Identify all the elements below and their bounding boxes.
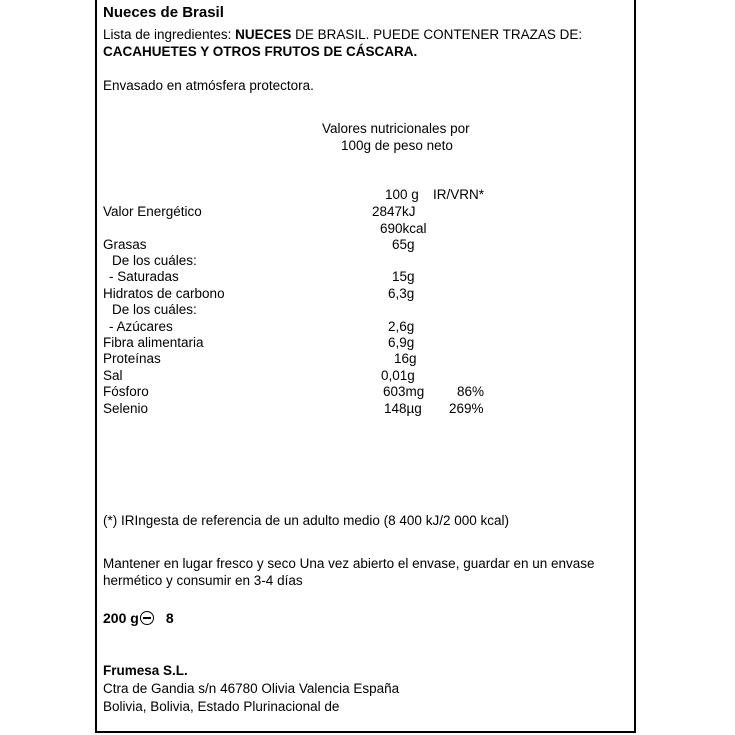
product-title: Nueces de Brasil bbox=[103, 4, 224, 21]
row-value: 2847kJ bbox=[372, 204, 416, 219]
row-value: 148µg bbox=[384, 401, 422, 416]
row-value: 0,01g bbox=[381, 368, 415, 383]
row-label: Grasas bbox=[103, 237, 147, 252]
ingredients-text: DE BRASIL. PUEDE CONTENER TRAZAS DE: bbox=[291, 27, 583, 42]
packaging-text: Envasado en atmósfera protectora. bbox=[103, 78, 314, 93]
origin-text: Bolivia, Bolivia, Estado Plurinacional de bbox=[103, 699, 340, 714]
row-value: 16g bbox=[394, 351, 417, 366]
company-address: Ctra de Gandia s/n 46780 Olivia Valencia España bbox=[103, 681, 400, 696]
row-label: Valor Energético bbox=[103, 204, 202, 219]
ingredients-line-1 bbox=[103, 28, 582, 42]
row-label: - Saturadas bbox=[109, 269, 179, 284]
estimated-sign-icon bbox=[140, 611, 154, 625]
row-ir: 86% bbox=[457, 384, 485, 399]
ingredients-line-2: CACAHUETES Y OTROS FRUTOS DE CÁSCARA. bbox=[103, 44, 418, 59]
ingredients-label: Lista de ingredientes: bbox=[103, 27, 236, 42]
row-label: - Azúcares bbox=[109, 319, 173, 334]
row-value: 603mg bbox=[383, 384, 425, 399]
storage-line-1: Mantener en lugar fresco y seco Una vez abierto el envase, guardar en un envase bbox=[103, 556, 595, 571]
nutrition-footnote: (*) IRIngesta de referencia de un adulto medio (8 400 kJ/2 000 kcal) bbox=[103, 513, 509, 528]
row-value: 65g bbox=[392, 237, 415, 252]
row-label: Selenio bbox=[103, 401, 149, 416]
row-value: 6,3g bbox=[388, 286, 415, 301]
row-value: 2,6g bbox=[388, 319, 415, 334]
company-name: Frumesa S.L. bbox=[103, 663, 188, 678]
row-value: 15g bbox=[392, 269, 415, 284]
row-label: Fósforo bbox=[103, 384, 149, 399]
row-label: Hidratos de carbono bbox=[103, 286, 225, 301]
label-frame bbox=[95, 0, 636, 733]
row-ir: 269% bbox=[449, 401, 484, 416]
ingredients-allergen: NUECES bbox=[235, 27, 292, 42]
nutrition-header-line-1: Valores nutricionales por bbox=[322, 121, 470, 136]
storage-line-2: hermético y consumir en 3-4 días bbox=[103, 573, 303, 588]
row-label: De los cuáles: bbox=[112, 253, 197, 268]
row-label: Proteínas bbox=[103, 351, 161, 366]
column-100g: 100 g bbox=[385, 187, 419, 202]
net-weight-line bbox=[103, 611, 174, 625]
net-code: 8 bbox=[165, 610, 174, 626]
row-label: Fibra alimentaria bbox=[103, 335, 204, 350]
row-value: 6,9g bbox=[388, 335, 415, 350]
row-label: De los cuáles: bbox=[112, 302, 197, 317]
net-weight: 200 g bbox=[103, 610, 139, 626]
nutrition-header-line-2: 100g de peso neto bbox=[341, 138, 453, 153]
row-label: Sal bbox=[103, 368, 123, 383]
row-value: 690kcal bbox=[380, 221, 427, 236]
column-ir-vrn: IR/VRN* bbox=[433, 187, 485, 202]
